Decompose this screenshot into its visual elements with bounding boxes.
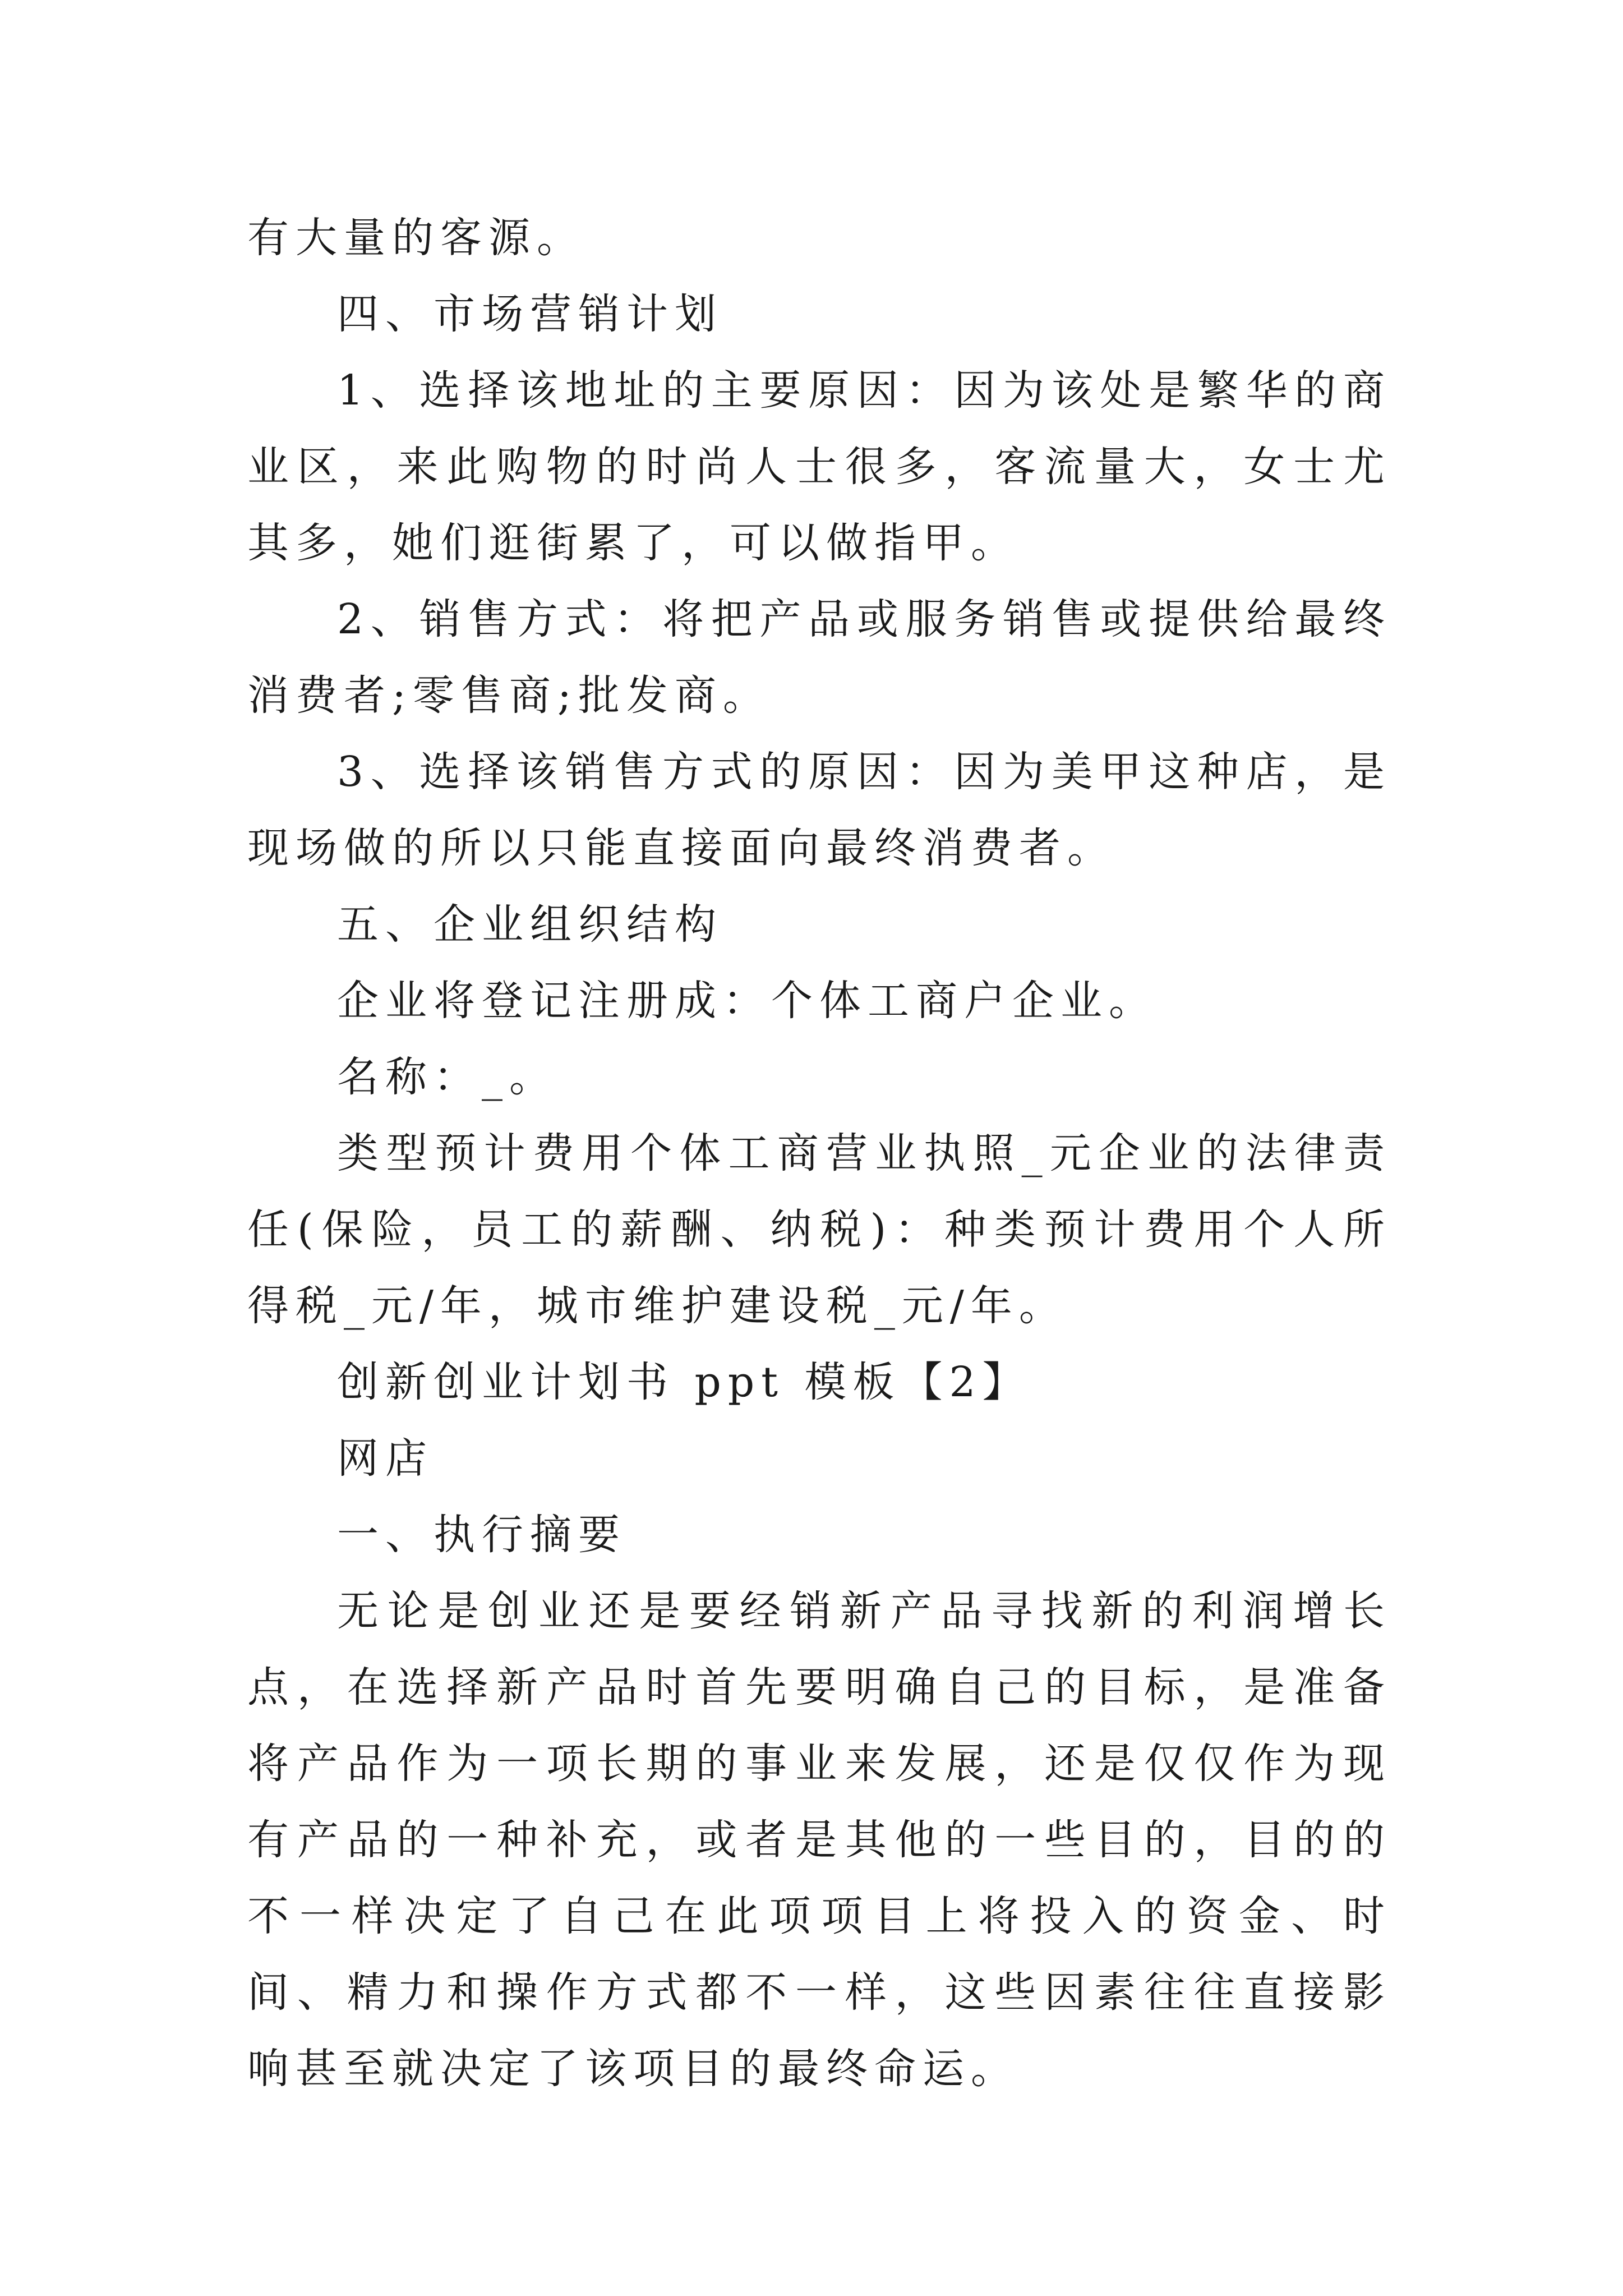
paragraph-sales-method-reason: 3、选择该销售方式的原因：因为美甲这种店，是现场做的所以只能直接面向最终消费者。 (247, 748, 1391, 872)
paragraph-customer-source: 有大量的客源。 (247, 214, 585, 262)
heading-executive-summary: 一、执行摘要 (337, 1511, 626, 1559)
heading-marketing-plan: 四、市场营销计划 (337, 290, 723, 338)
paragraph-fees-taxes: 类型预计费用个体工商营业执照_元企业的法律责任(保险，员工的薪酬、纳税)：种类预计费用个人所得税_元/年，城市维护建设税_元/年。 (247, 1129, 1391, 1330)
paragraph-name: 名称：_。 (337, 1053, 557, 1101)
paragraph-location-reason: 1、选择该地址的主要原因：因为该处是繁华的商业区，来此购物的时尚人士很多，客流量大，女士尤其多，她们逛街累了，可以做指甲。 (247, 366, 1391, 567)
paragraph-executive-summary: 无论是创业还是要经销新产品寻找新的利润增长点，在选择新产品时首先要明确自己的目标，是准备将产品作为一项长期的事业来发展，还是仅仅作为现有产品的一种补充，或者是其他的一些目的，目的的不一样决定了自己在此项项目上将投入的资金、时间、精力和操作方式都不一样，这些因素往往直接影响甚至就决定了该项目的最终命运。 (247, 1587, 1391, 2093)
paragraph-sales-method: 2、销售方式：将把产品或服务销售或提供给最终消费者;零售商;批发商。 (247, 595, 1391, 720)
paragraph-registration: 企业将登记注册成：个体工商户企业。 (337, 977, 1157, 1025)
heading-online-store: 网店 (337, 1434, 434, 1483)
heading-organization-structure: 五、企业组织结构 (337, 900, 723, 949)
heading-template-2: 创新创业计划书 ppt 模板【2】 (337, 1358, 1031, 1406)
document-body (247, 200, 1391, 2107)
